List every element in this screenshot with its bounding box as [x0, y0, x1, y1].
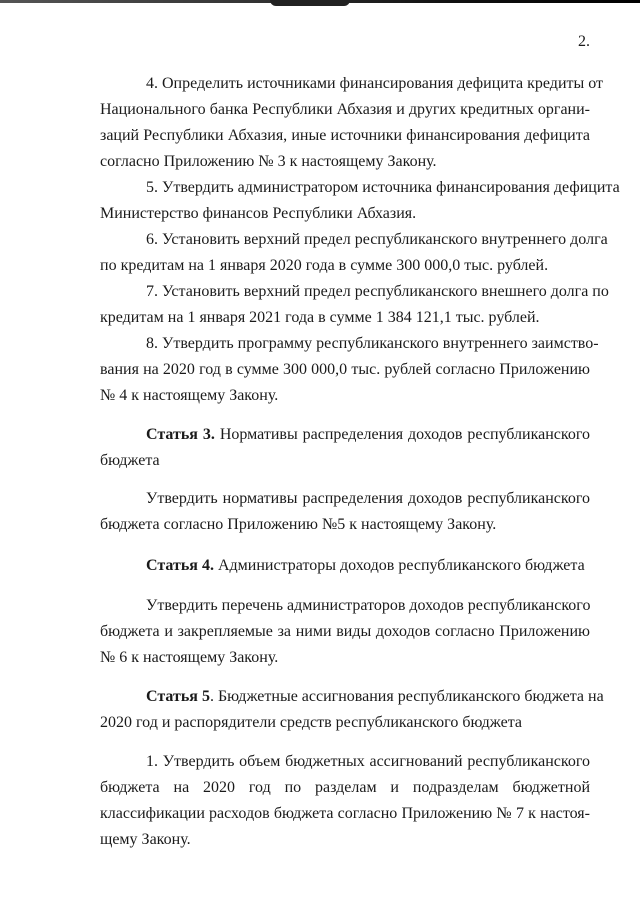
article-4-body	[100, 593, 590, 671]
article-5-clause-1	[100, 749, 590, 853]
text-line	[100, 749, 590, 775]
line-text: Министерство финансов Республики Абхазия.	[100, 205, 417, 222]
line-text: бюджета	[100, 452, 160, 469]
line-text: согласно Приложению № 3 к настоящему Закону.	[100, 153, 437, 170]
line-text: Национального банка Республики Абхазия и других кредитных органи-	[100, 101, 590, 118]
line-text: вания на 2020 год в сумме 300 000,0 тыс. рублей согласно Приложению	[100, 361, 590, 378]
line-text: Администраторы доходов республиканского бюджета	[213, 557, 585, 574]
text-line	[100, 710, 590, 736]
text-line	[100, 827, 590, 853]
line-text: щему Закону.	[100, 831, 191, 848]
line-text: № 4 к настоящему Закону.	[100, 387, 279, 404]
clause-8	[100, 331, 599, 409]
line-text: по кредитам на 1 января 2020 года в сумме 300 000,0 тыс. рублей.	[100, 257, 549, 274]
text-line	[100, 422, 590, 448]
article-label: Статья 5	[146, 688, 210, 705]
article-5-heading	[100, 684, 604, 736]
line-text: 5. Утвердить администратором источника финансирования дефицита	[146, 179, 620, 196]
line-text: заций Республики Абхазия, иные источники финансирования дефицита	[100, 127, 590, 144]
text-line	[100, 486, 590, 512]
clause-6	[100, 227, 608, 279]
clause-7	[100, 279, 609, 331]
text-line	[100, 175, 620, 201]
scan-artifact	[270, 0, 350, 6]
line-text: Утвердить перечень администраторов доходов республиканского	[146, 597, 591, 614]
text-line	[100, 123, 590, 149]
text-line	[100, 357, 590, 383]
text-line	[100, 279, 609, 305]
text-line	[100, 553, 590, 579]
line-text: 6. Установить верхний предел республиканского внутреннего долга	[146, 231, 608, 248]
line-text: Нормативы распределения доходов республиканского	[214, 426, 591, 443]
text-line	[100, 593, 590, 619]
text-line	[100, 383, 590, 409]
article-label: Статья 3.	[146, 426, 215, 443]
line-text: бюджета и закрепляемые за ними виды доходов согласно Приложению	[100, 623, 590, 640]
line-text: 7. Установить верхний предел республиканского внешнего долга по	[146, 283, 609, 300]
text-line	[100, 645, 590, 671]
text-line	[100, 619, 590, 645]
line-text: классификации расходов бюджета согласно Приложению № 7 к настоя-	[100, 805, 590, 822]
text-line	[100, 149, 590, 175]
text-line	[100, 305, 590, 331]
line-text: № 6 к настоящему Закону.	[100, 649, 279, 666]
line-text: 4. Определить источниками финансирования дефицита кредиты от	[146, 75, 604, 92]
text-line	[100, 448, 590, 474]
line-text: кредитам на 1 января 2021 года в сумме 1 384 121,1 тыс. рублей.	[100, 309, 540, 326]
line-text: 1. Утвердить объем бюджетных ассигнований республиканского	[146, 753, 590, 770]
line-text: 2020 год и распорядители средств республиканского бюджета	[100, 714, 522, 731]
page-number: 2.	[578, 33, 590, 50]
text-line	[100, 331, 599, 357]
clause-5	[100, 175, 620, 227]
text-line	[100, 227, 608, 253]
article-label: Статья 4.	[146, 557, 214, 574]
text-line	[100, 512, 590, 538]
line-text: бюджета согласно Приложению №5 к настоящему Закону.	[100, 516, 497, 533]
text-line	[100, 97, 590, 123]
line-text: 8. Утвердить программу республиканского внутреннего заимство-	[146, 335, 599, 352]
line-text: Утвердить нормативы распределения доходов республиканского	[146, 490, 590, 507]
clause-4	[100, 71, 604, 175]
text-line	[100, 201, 590, 227]
line-text: бюджета на 2020 год по разделам и подразделам бюджетной	[100, 779, 590, 796]
text-line	[100, 253, 590, 279]
article-3-heading	[100, 422, 590, 474]
text-line	[100, 801, 590, 827]
line-text: . Бюджетные ассигнования республиканского бюджета на	[209, 688, 604, 705]
article-3-body	[100, 486, 590, 538]
text-line	[100, 684, 604, 710]
article-4-heading	[100, 553, 590, 579]
text-line	[100, 775, 590, 801]
text-line	[100, 71, 604, 97]
